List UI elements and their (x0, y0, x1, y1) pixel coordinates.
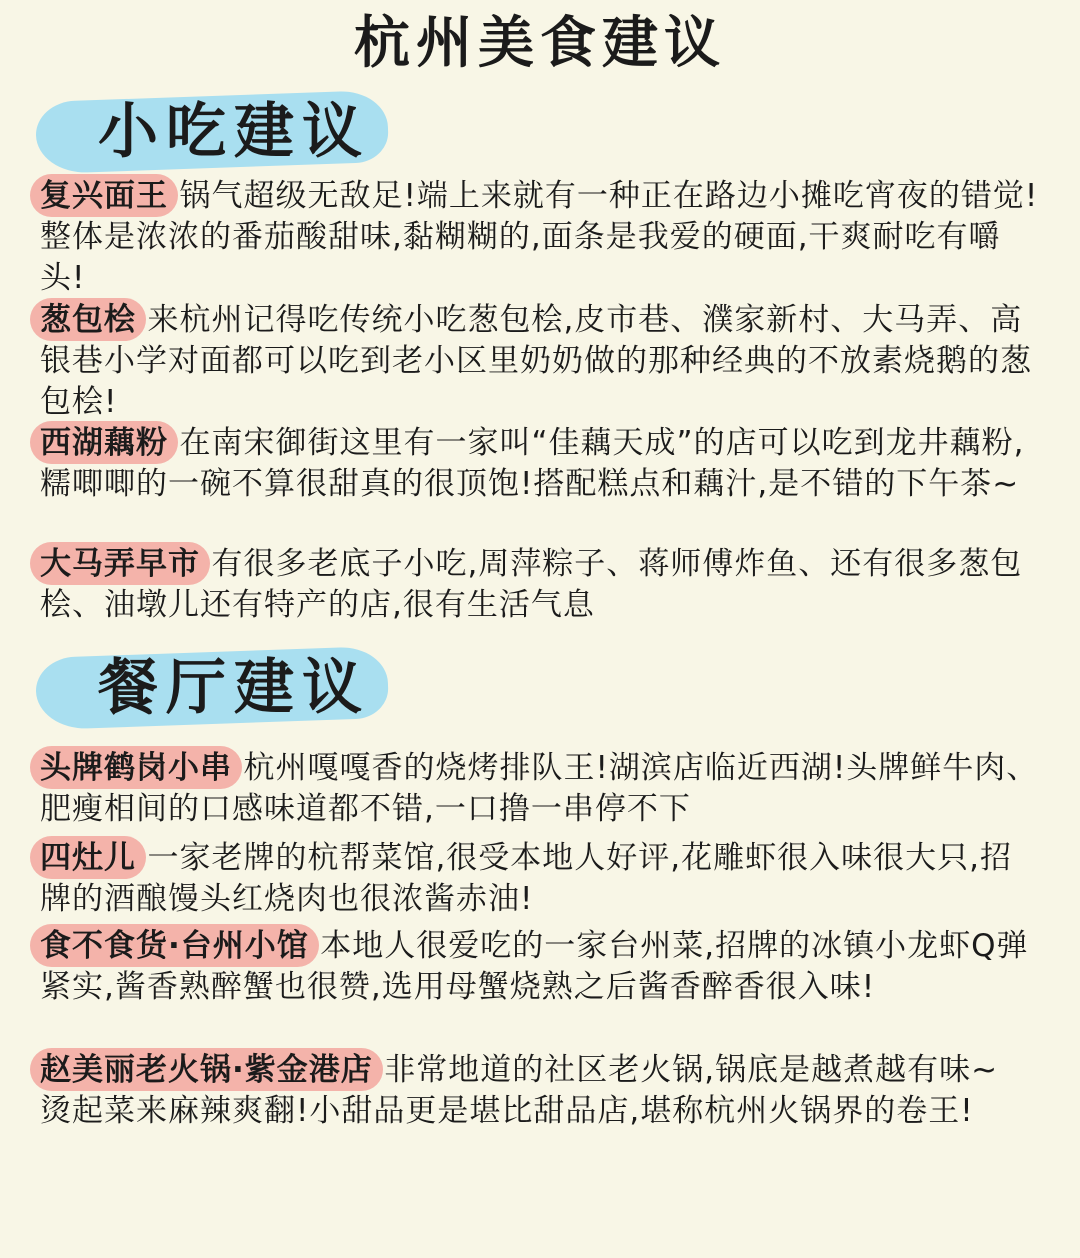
entry-separator: : (136, 302, 148, 338)
entry-separator: : (200, 546, 212, 582)
entry-name: 复兴面王 (40, 178, 168, 214)
entry-separator: : (232, 750, 244, 786)
list-item (40, 423, 1040, 505)
list-item (40, 300, 1040, 423)
entry-name: 大马弄早市 (40, 546, 200, 582)
entry-text: 非常地道的社区老火锅,锅底是越煮越有味~ 烫起菜来麻辣爽翻!小甜品更是堪比甜品店,堪称杭州火锅界的卷王! (40, 1052, 999, 1129)
list-item (40, 544, 1040, 626)
entry-text: 有很多老底子小吃,周萍粽子、蒋师傅炸鱼、还有很多葱包桧、油墩儿还有特产的店,很有生活气息 (40, 546, 1023, 623)
section-header-snacks (36, 84, 396, 180)
entry-separator: : (168, 425, 180, 461)
section-heading: 餐厅建议 (98, 653, 370, 723)
entry-text: 来杭州记得吃传统小吃葱包桧,皮市巷、濮家新村、大马弄、高银巷小学对面都可以吃到老小区里奶奶做的那种经典的不放素烧鹅的葱包桧! (40, 302, 1032, 420)
list-item (40, 1050, 1040, 1132)
entry-name: 头牌鹤岗小串 (40, 750, 232, 786)
entry-name: 西湖藕粉 (40, 425, 168, 461)
entry-text: 杭州嘎嘎香的烧烤排队王!湖滨店临近西湖!头牌鲜牛肉、肥瘦相间的口感味道都不错,一口撸一串停不下 (40, 750, 1039, 827)
entry-separator: : (308, 928, 321, 964)
page-title: 杭州美食建议 (354, 11, 726, 76)
entry-separator: : (136, 840, 148, 876)
entry-name: 食不食货·台州小馆 (40, 928, 309, 964)
list-item (40, 838, 1040, 920)
entry-text: 在南宋御街这里有一家叫“佳藕天成”的店可以吃到龙井藕粉,糯唧唧的一碗不算很甜真的很顶饱!搭配糕点和藕汁,是不错的下午茶~ (40, 425, 1025, 502)
section-heading: 小吃建议 (98, 97, 370, 167)
list-item (40, 926, 1040, 1008)
list-item (40, 748, 1040, 830)
entry-separator: : (372, 1052, 385, 1088)
entry-name: 四灶儿 (40, 840, 136, 876)
entry-text: 锅气超级无敌足!端上来就有一种正在路边小摊吃宵夜的错觉!整体是浓浓的番茄酸甜味,黏糊糊的,面条是我爱的硬面,干爽耐吃有嚼头! (40, 178, 1039, 296)
section-header-restaurants (36, 640, 396, 736)
entry-text: 一家老牌的杭帮菜馆,很受本地人好评,花雕虾很入味很大只,招牌的酒酿馒头红烧肉也很浓酱赤油! (40, 840, 1013, 917)
entry-name: 赵美丽老火锅·紫金港店 (40, 1052, 373, 1088)
entry-name: 葱包桧 (40, 302, 136, 338)
entry-separator: : (168, 178, 180, 214)
entry-text: 本地人很爱吃的一家台州菜,招牌的冰镇小龙虾Q弹紧实,酱香熟醉蟹也很赞,选用母蟹烧熟之后酱香醉香很入味! (40, 928, 1029, 1005)
list-item (40, 176, 1040, 299)
